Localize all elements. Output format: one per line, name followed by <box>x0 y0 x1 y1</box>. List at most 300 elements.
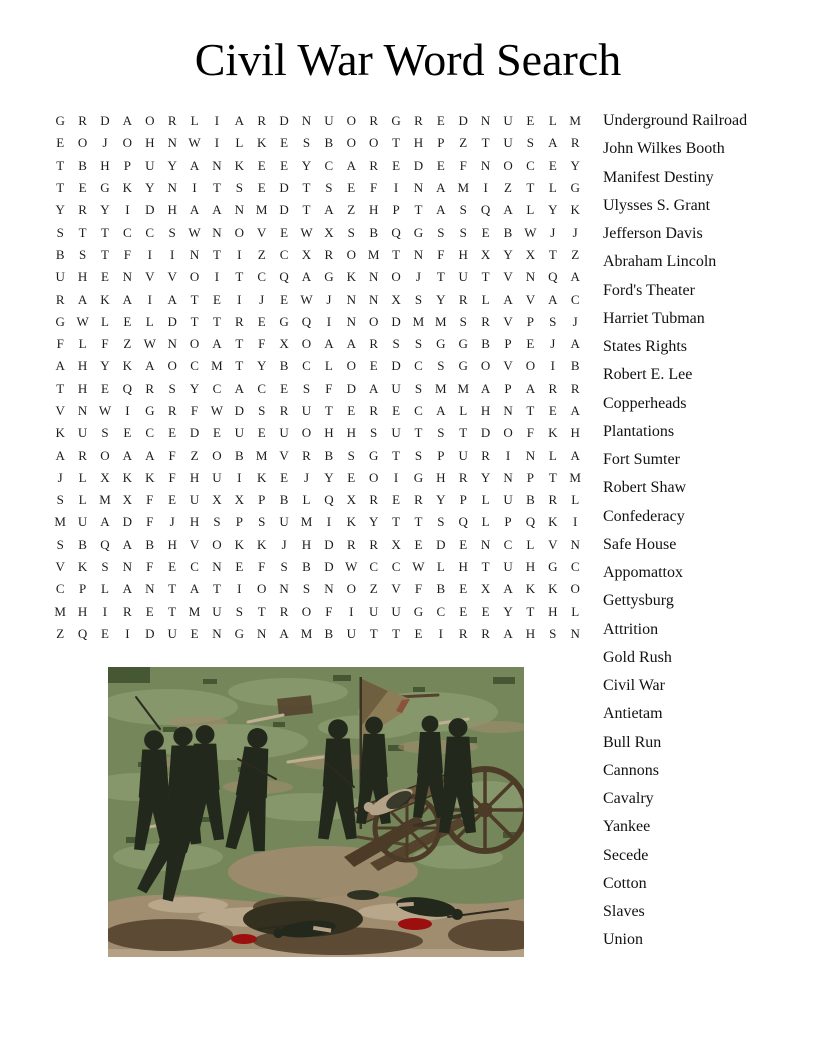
grid-cell: Z <box>257 246 266 262</box>
grid-cell: R <box>167 403 177 418</box>
grid-cell: E <box>101 380 109 396</box>
grid-cell: Q <box>525 514 536 530</box>
grid-cell: O <box>391 269 401 285</box>
word-list-item: Union <box>603 931 643 949</box>
word-list-item: Ulysses S. Grant <box>603 196 711 214</box>
grid-cell: C <box>570 291 580 307</box>
grid-cell: I <box>237 246 242 262</box>
grid-cell: N <box>570 625 580 641</box>
grid-cell: S <box>235 603 243 619</box>
grid-cell: I <box>147 291 152 307</box>
grid-cell: O <box>167 358 177 374</box>
grid-cell: R <box>548 380 558 396</box>
word-list-item: Ford's Theater <box>603 281 695 299</box>
grid-cell: R <box>481 447 490 463</box>
grid-cell: F <box>123 246 131 262</box>
grid-cell: E <box>436 157 445 173</box>
grid-cell: S <box>459 202 467 218</box>
grid-cell: X <box>480 581 491 597</box>
grid-cell: A <box>55 447 65 463</box>
grid-cell: S <box>168 380 176 396</box>
grid-cell: F <box>101 336 109 352</box>
grid-cell: I <box>102 603 108 619</box>
word-list-item: Plantations <box>603 422 675 440</box>
grid-cell: R <box>257 113 267 129</box>
grid-cell: N <box>212 559 222 575</box>
grid-cell: S <box>392 336 400 352</box>
grid-cell: E <box>392 403 401 418</box>
grid-cell: C <box>414 403 423 418</box>
grid-cell: N <box>167 135 177 151</box>
grid-cell: K <box>234 157 245 173</box>
grid-cell: M <box>367 246 380 262</box>
grid-cell: M <box>457 180 469 196</box>
grid-cell: R <box>369 336 378 352</box>
grid-cell: D <box>145 202 155 218</box>
grid-cell: R <box>369 157 378 173</box>
grid-cell: H <box>436 469 446 485</box>
grid-cell: O <box>189 336 200 352</box>
grid-cell: S <box>101 425 109 441</box>
grid-cell: F <box>325 380 333 396</box>
grid-cell: R <box>302 447 311 463</box>
grid-cell: H <box>413 135 424 151</box>
grid-cell: P <box>437 135 445 151</box>
grid-cell: E <box>257 180 266 196</box>
grid-cell: A <box>324 202 334 218</box>
grid-cell: A <box>324 336 334 352</box>
grid-cell: S <box>56 492 64 508</box>
grid-cell: R <box>234 313 244 329</box>
grid-cell: E <box>548 403 557 418</box>
grid-cell: G <box>436 336 446 352</box>
grid-cell: F <box>258 336 266 352</box>
grid-cell: T <box>414 425 423 441</box>
grid-cell: R <box>279 403 289 418</box>
grid-cell: T <box>257 603 266 619</box>
grid-cell: I <box>483 180 488 196</box>
grid-cell: V <box>503 269 513 285</box>
grid-cell: O <box>346 246 356 262</box>
grid-cell: N <box>122 269 133 285</box>
grid-cell: A <box>503 625 513 641</box>
grid-cell: S <box>526 135 535 151</box>
grid-cell: M <box>300 625 313 641</box>
grid-cell: E <box>280 469 289 485</box>
grid-cell: C <box>302 358 311 374</box>
grid-cell: P <box>526 313 535 329</box>
grid-cell: S <box>459 313 467 329</box>
grid-cell: B <box>302 559 311 575</box>
grid-cell: T <box>526 180 535 196</box>
grid-cell: Q <box>122 380 133 396</box>
grid-cell: R <box>369 492 378 508</box>
grid-cell: L <box>548 180 557 196</box>
grid-cell: R <box>145 380 155 396</box>
grid-cell: B <box>55 246 65 262</box>
grid-cell: O <box>570 581 580 597</box>
grid-cell: Z <box>190 447 199 463</box>
grid-cell: A <box>346 157 356 173</box>
word-list-item: Attrition <box>603 620 659 638</box>
grid-cell: T <box>414 514 423 530</box>
grid-cell: S <box>549 625 557 641</box>
grid-cell: L <box>101 581 109 597</box>
grid-cell: W <box>188 135 201 151</box>
grid-cell: I <box>214 269 220 285</box>
grid-cell: R <box>369 403 378 418</box>
word-list-item: Secede <box>603 846 649 864</box>
grid-cell: U <box>324 113 334 129</box>
grid-cell: S <box>258 403 266 418</box>
grid-cell: R <box>548 492 558 508</box>
grid-cell: N <box>346 313 356 329</box>
grid-cell: O <box>234 224 245 240</box>
grid-cell: P <box>459 492 467 508</box>
grid-cell: I <box>349 603 354 619</box>
grid-cell: R <box>324 246 334 262</box>
grid-cell: L <box>548 447 557 463</box>
grid-cell: B <box>570 358 580 374</box>
grid-cell: N <box>77 403 88 418</box>
word-list-item: Abraham Lincoln <box>603 253 717 271</box>
grid-cell: S <box>56 224 64 240</box>
grid-cell: D <box>279 202 289 218</box>
grid-cell: H <box>145 135 155 151</box>
grid-cell: T <box>78 224 87 240</box>
grid-cell: K <box>77 559 88 575</box>
grid-cell: L <box>548 113 557 129</box>
grid-cell: B <box>234 447 244 463</box>
grid-cell: N <box>413 246 424 262</box>
grid-cell: T <box>190 291 199 307</box>
grid-cell: Y <box>145 180 155 196</box>
grid-cell: T <box>414 202 423 218</box>
grid-cell: M <box>255 202 268 218</box>
grid-cell: R <box>279 603 289 619</box>
grid-cell: H <box>301 536 312 552</box>
grid-cell: U <box>301 403 312 418</box>
grid-cell: J <box>57 469 63 485</box>
grid-cell: E <box>548 157 557 173</box>
grid-cell: C <box>145 425 155 441</box>
grid-cell: J <box>550 224 556 240</box>
grid-cell: E <box>459 603 468 619</box>
word-list-item: States Rights <box>603 338 688 355</box>
grid-cell: W <box>300 291 313 307</box>
grid-cell: Q <box>324 492 334 508</box>
grid-cell: M <box>211 358 223 374</box>
grid-cell: T <box>212 581 221 597</box>
grid-cell: Q <box>100 536 110 552</box>
grid-cell: M <box>412 313 425 329</box>
grid-cell: T <box>324 403 333 418</box>
grid-cell: E <box>56 135 65 151</box>
grid-cell: V <box>503 313 513 329</box>
grid-cell: L <box>145 313 154 329</box>
grid-cell: E <box>257 157 266 173</box>
grid-cell: U <box>145 157 155 173</box>
grid-cell: D <box>234 403 245 418</box>
grid-cell: K <box>122 358 133 374</box>
grid-cell: P <box>123 157 131 173</box>
grid-cell: J <box>281 536 287 552</box>
grid-cell: E <box>257 313 266 329</box>
battle-illustration <box>108 667 524 957</box>
grid-cell: S <box>168 224 176 240</box>
grid-cell: A <box>346 336 356 352</box>
grid-cell: A <box>436 180 446 196</box>
grid-cell: D <box>100 113 110 129</box>
grid-cell: Y <box>167 157 177 173</box>
grid-cell: H <box>324 425 334 441</box>
page-title: Civil War Word Search <box>194 34 622 85</box>
grid-cell: K <box>145 469 155 485</box>
grid-cell: R <box>123 603 132 619</box>
grid-cell: I <box>393 180 399 196</box>
grid-cell: F <box>146 492 154 508</box>
grid-cell: E <box>481 603 490 619</box>
grid-cell: L <box>571 603 580 619</box>
grid-cell: M <box>255 447 268 463</box>
grid-cell: B <box>481 336 490 352</box>
grid-cell: L <box>101 313 109 329</box>
grid-cell: I <box>125 202 130 218</box>
grid-cell: B <box>324 447 334 463</box>
grid-cell: O <box>346 113 356 129</box>
grid-cell: Q <box>77 625 88 641</box>
grid-cell: A <box>122 291 133 307</box>
grid-cell: I <box>147 246 152 262</box>
grid-cell: N <box>257 625 267 641</box>
grid-cell: T <box>392 514 401 530</box>
grid-cell: Q <box>548 269 558 285</box>
grid-cell: S <box>437 425 445 441</box>
grid-cell: B <box>369 224 378 240</box>
grid-cell: O <box>346 135 356 151</box>
grid-cell: N <box>503 403 513 418</box>
grid-cell: Y <box>189 380 200 396</box>
grid-cell: R <box>414 492 423 508</box>
grid-cell: C <box>257 380 267 396</box>
grid-cell: U <box>503 492 513 508</box>
grid-cell: G <box>458 336 468 352</box>
grid-cell: O <box>257 581 267 597</box>
grid-cell: J <box>102 135 108 151</box>
grid-cell: X <box>391 536 401 552</box>
grid-cell: H <box>458 246 468 262</box>
grid-cell: E <box>168 425 177 441</box>
grid-cell: D <box>458 113 468 129</box>
grid-cell: V <box>167 269 177 285</box>
grid-cell: P <box>235 514 243 530</box>
grid-cell: D <box>167 313 177 329</box>
grid-cell: R <box>369 536 378 552</box>
grid-cell: O <box>346 581 356 597</box>
grid-cell: T <box>481 135 490 151</box>
grid-cell: U <box>391 603 401 619</box>
grid-cell: V <box>548 536 558 552</box>
grid-cell: L <box>78 492 87 508</box>
grid-cell: E <box>257 425 266 441</box>
grid-cell: D <box>324 559 334 575</box>
grid-cell: J <box>326 291 332 307</box>
grid-cell: N <box>368 291 379 307</box>
grid-cell: A <box>234 113 245 129</box>
grid-cell: H <box>368 202 379 218</box>
grid-cell: D <box>279 113 289 129</box>
grid-cell: K <box>100 291 110 307</box>
grid-cell: Y <box>436 492 446 508</box>
grid-cell: I <box>326 313 332 329</box>
grid-cell: S <box>235 180 243 196</box>
grid-cell: A <box>301 269 312 285</box>
grid-cell: A <box>279 625 289 641</box>
grid-cell: L <box>78 469 87 485</box>
grid-cell: S <box>347 447 355 463</box>
grid-cell: G <box>570 180 580 196</box>
grid-cell: H <box>167 536 177 552</box>
grid-cell: S <box>325 180 333 196</box>
grid-cell: Y <box>503 246 513 262</box>
grid-cell: S <box>437 224 445 240</box>
grid-cell: G <box>324 269 334 285</box>
grid-cell: I <box>573 514 578 530</box>
grid-cell: Z <box>56 625 65 641</box>
grid-cell: D <box>324 536 334 552</box>
grid-cell: I <box>237 291 242 307</box>
grid-cell: L <box>190 113 199 129</box>
grid-cell: O <box>301 603 312 619</box>
grid-cell: E <box>190 625 199 641</box>
grid-cell: B <box>279 358 289 374</box>
grid-cell: I <box>214 113 220 129</box>
grid-cell: U <box>77 514 88 530</box>
grid-cell: H <box>77 603 88 619</box>
word-list-item: Gold Rush <box>603 648 672 666</box>
grid-cell: U <box>55 269 65 285</box>
grid-cell: S <box>414 447 423 463</box>
grid-cell: Y <box>480 469 491 485</box>
grid-cell: R <box>570 380 580 396</box>
grid-cell: I <box>192 180 197 196</box>
word-list-item: Cannons <box>603 761 659 779</box>
grid-cell: I <box>214 135 220 151</box>
grid-cell: T <box>56 380 65 396</box>
grid-cell: H <box>548 603 558 619</box>
grid-cell: S <box>302 135 311 151</box>
grid-cell: S <box>280 559 288 575</box>
grid-cell: T <box>168 581 177 597</box>
grid-cell: Y <box>100 202 110 218</box>
grid-cell: T <box>548 469 557 485</box>
grid-cell: Y <box>570 157 580 173</box>
word-list-item: Cavalry <box>603 790 654 807</box>
grid-cell: C <box>190 559 199 575</box>
grid-cell: U <box>234 425 245 441</box>
grid-cell: C <box>570 559 580 575</box>
grid-cell: E <box>459 536 468 552</box>
grid-cell: R <box>78 113 87 129</box>
grid-cell: K <box>257 135 267 151</box>
grid-cell: A <box>55 358 65 374</box>
grid-cell: O <box>480 358 491 374</box>
grid-cell: P <box>437 447 445 463</box>
grid-cell: R <box>458 469 468 485</box>
grid-cell: A <box>189 581 200 597</box>
grid-cell: O <box>212 447 222 463</box>
grid-cell: E <box>347 469 356 485</box>
grid-cell: W <box>188 224 201 240</box>
grid-cell: O <box>503 157 513 173</box>
grid-cell: T <box>101 246 109 262</box>
grid-cell: F <box>437 246 445 262</box>
grid-cell: R <box>458 625 468 641</box>
grid-cell: T <box>526 403 535 418</box>
grid-cell: G <box>234 625 245 641</box>
grid-cell: S <box>414 380 423 396</box>
grid-cell: T <box>168 603 177 619</box>
grid-cell: F <box>526 425 535 441</box>
grid-cell: W <box>345 559 358 575</box>
grid-cell: N <box>145 581 155 597</box>
word-list-item: Safe House <box>603 535 677 553</box>
grid-cell: H <box>570 425 580 441</box>
grid-cell: K <box>234 536 245 552</box>
grid-cell: N <box>324 581 334 597</box>
grid-cell: E <box>526 113 535 129</box>
grid-cell: K <box>122 469 133 485</box>
grid-cell: M <box>54 514 66 530</box>
grid-cell: N <box>368 269 379 285</box>
grid-cell: I <box>237 469 242 485</box>
grid-cell: E <box>436 113 445 129</box>
grid-cell: K <box>570 202 580 218</box>
grid-cell: L <box>324 358 333 374</box>
grid-cell: B <box>503 224 513 240</box>
grid-cell: E <box>392 492 401 508</box>
grid-cell: I <box>125 625 130 641</box>
grid-cell: V <box>145 269 155 285</box>
grid-cell: T <box>481 559 490 575</box>
grid-cell: U <box>391 380 401 396</box>
grid-cell: H <box>77 358 88 374</box>
grid-cell: U <box>279 425 289 441</box>
grid-cell: S <box>414 291 423 307</box>
grid-cell: B <box>526 492 535 508</box>
grid-cell: J <box>572 224 578 240</box>
grid-cell: H <box>346 425 356 441</box>
grid-cell: T <box>190 313 199 329</box>
grid-cell: O <box>368 469 379 485</box>
grid-cell: E <box>168 492 177 508</box>
grid-cell: A <box>570 447 580 463</box>
grid-cell: R <box>55 291 65 307</box>
grid-cell: X <box>480 246 491 262</box>
grid-cell: O <box>525 358 536 374</box>
grid-cell: Q <box>458 514 468 530</box>
word-list-item: Jefferson Davis <box>603 225 703 242</box>
grid-cell: F <box>325 603 333 619</box>
grid-cell: E <box>78 180 87 196</box>
grid-cell: A <box>145 447 155 463</box>
grid-cell: E <box>459 581 468 597</box>
grid-cell: R <box>414 113 423 129</box>
grid-cell: F <box>146 559 154 575</box>
grid-cell: D <box>391 313 401 329</box>
grid-cell: A <box>503 581 513 597</box>
grid-cell: O <box>301 336 312 352</box>
